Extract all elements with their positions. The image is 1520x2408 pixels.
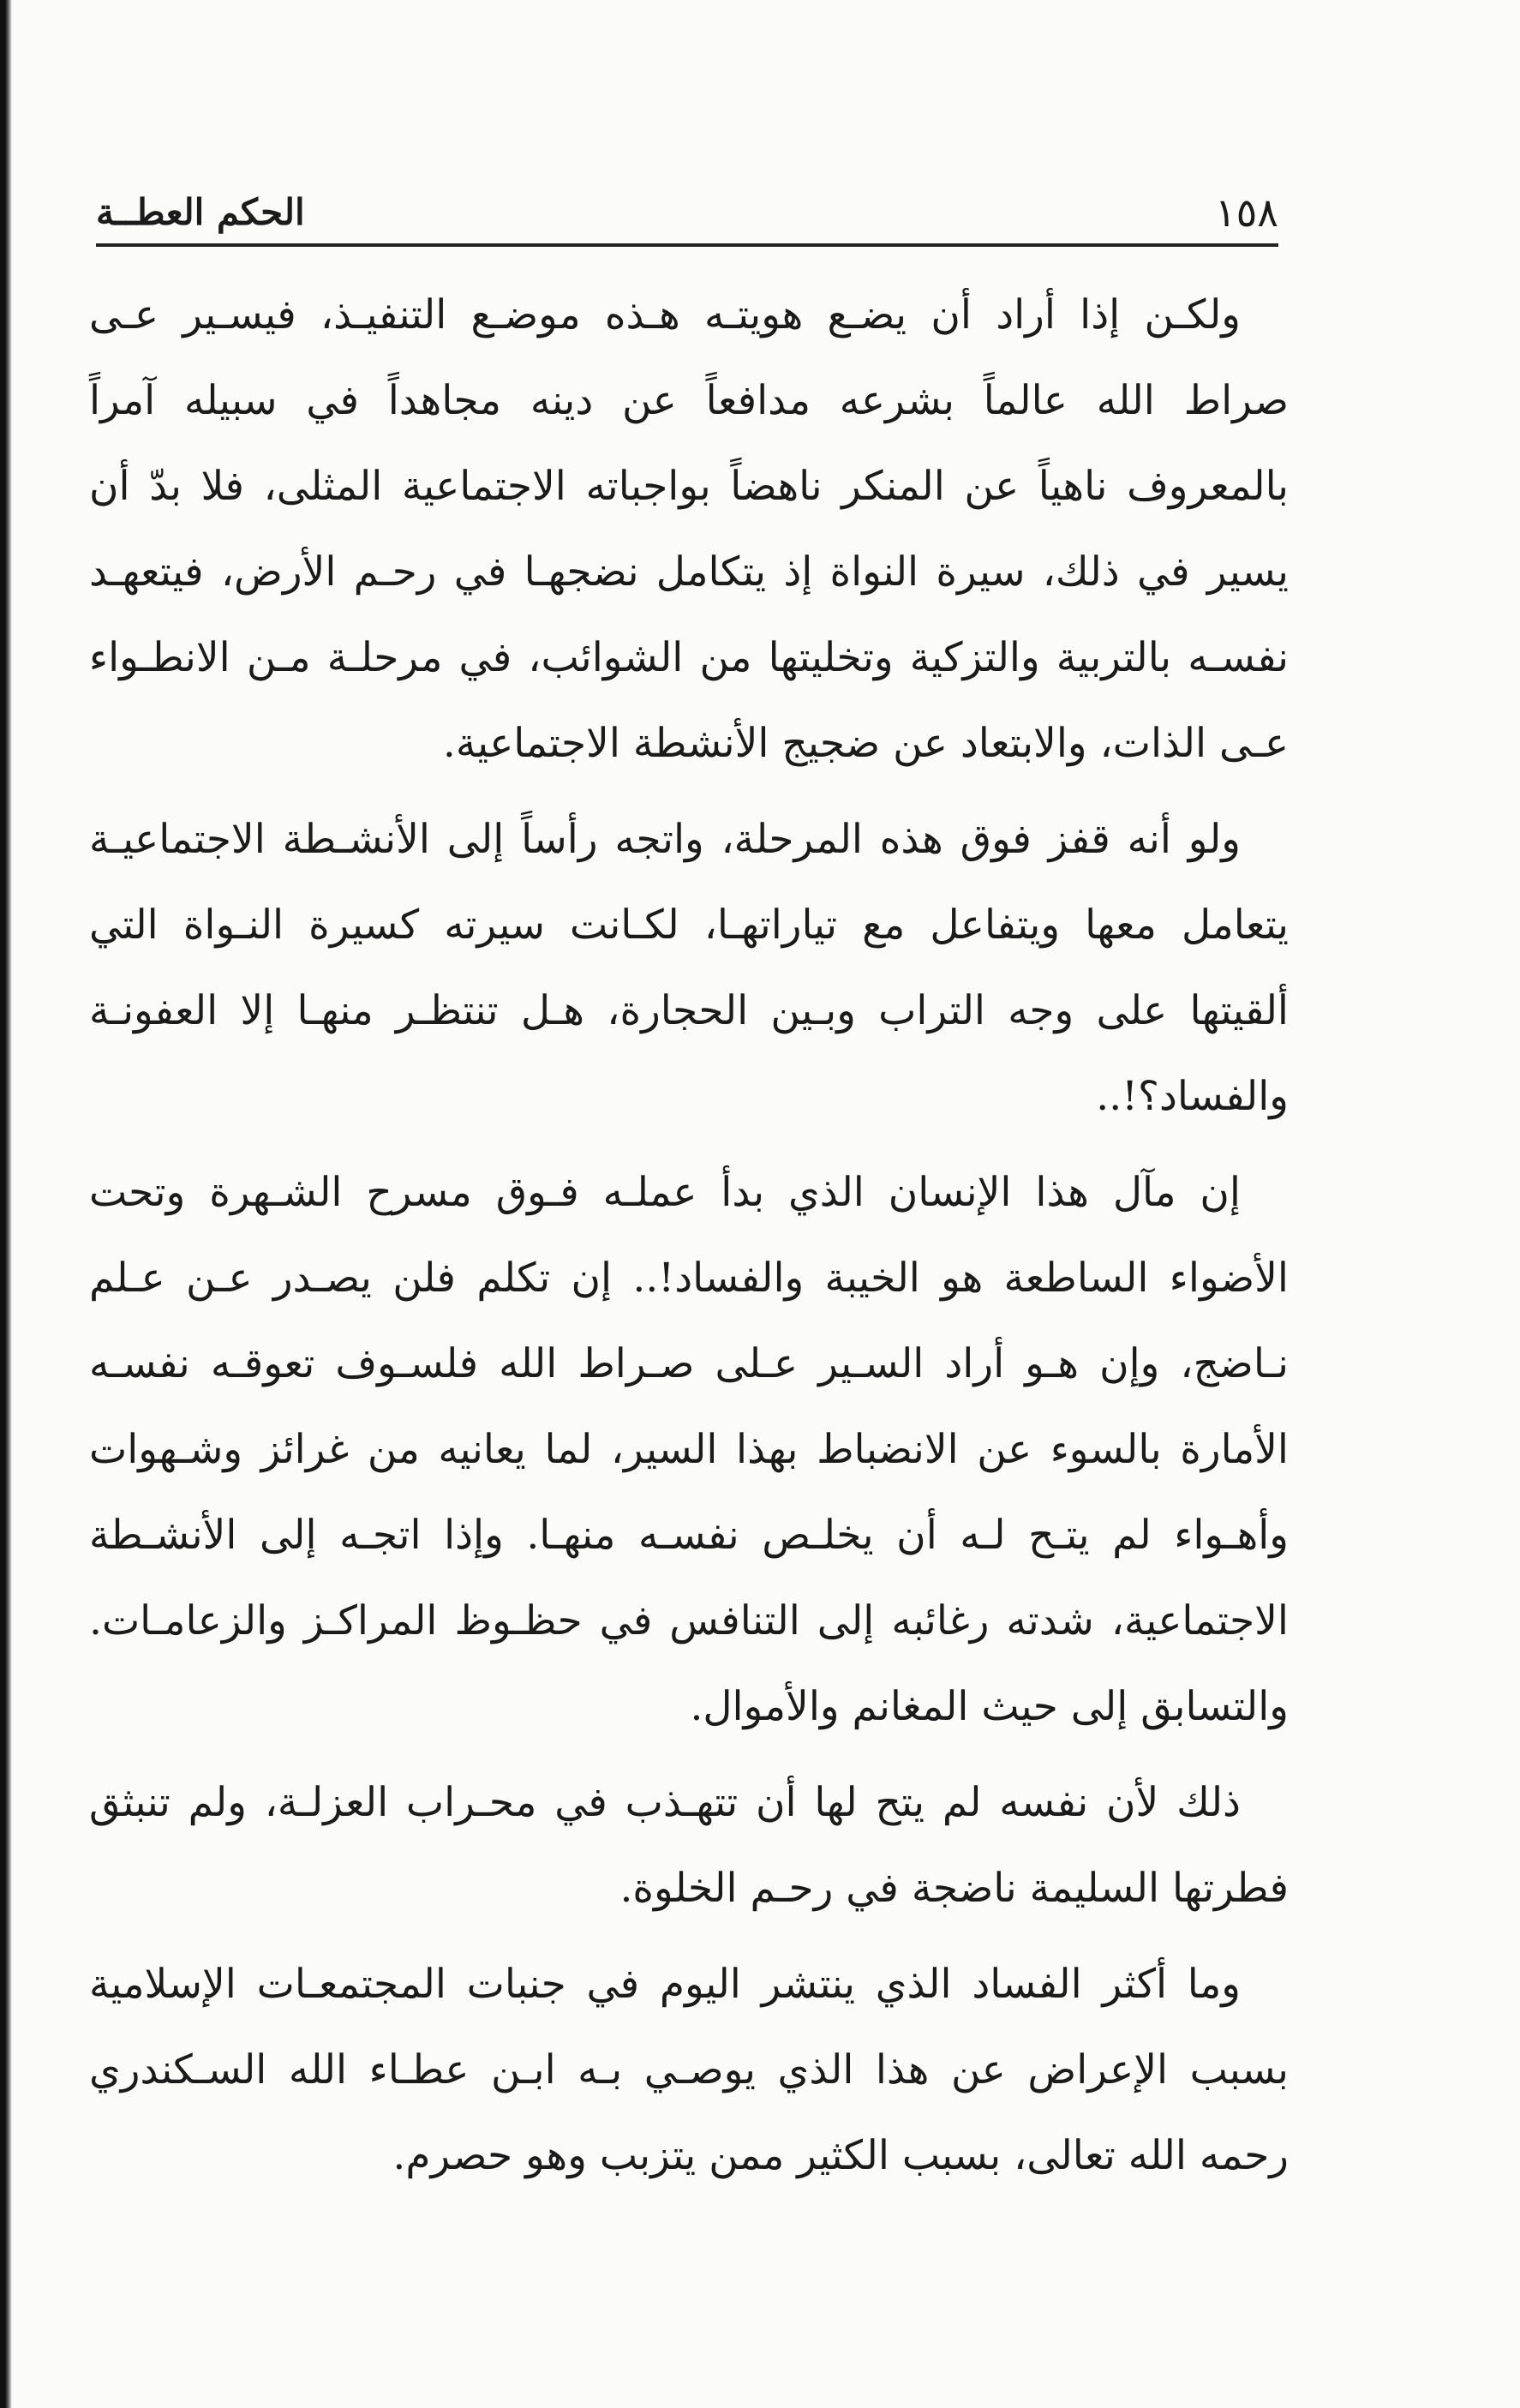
scan-edge-shadow: [0, 0, 12, 2408]
page-number: ١٥٨: [1214, 189, 1278, 236]
running-title: الحكم العطـ‍ـة: [96, 191, 305, 233]
paragraph: ولو أنه قفز فوق هذه المرحلة، واتجه رأساً إلى الأنشـطة الاجتماعيـة يتعامل معها ويتفاعل مع تياراتهـا، لكـانت سيرته كسيرة النـواة التي ألقيتها على وجه التراب وبـين الحجارة، هـل تنتظـر منهـا إلا العفونـة والفساد؟!..: [89, 816, 1289, 1120]
paragraph: إن مآل هذا الإنسان الذي بدأ عملـه فـوق مسرح الشـهرة وتحت الأضواء الساطعة هو الخيبة والفساد!.. إن تكلم فلن يصـدر عـن عـلم نـاضج، وإن هـو أراد السـير عـلى صـراط الله فلسـوف تعوقـه نفسـه الأمارة بالسوء عن الانضباط بهذا السير، لما يعانيه من غرائز وشـهوات وأهـواء لم يتـح لـه أن يخلـص نفسـه منهـا. وإذا اتجـه إلى الأنشـطة الاجتماعية، شدته رغائبه إلى التنافس في حظـوظ المراكـز والزعامـات. والتسابق إلى حيث المغانم والأموال.: [89, 1169, 1289, 1730]
paragraph: ولكـن إذا أراد أن يضـع هويتـه هـذه موضـع التنفيـذ، فيسـير عـى صراط الله عالماً بشرعه مدافعاً عن دينه مجاهداً في سبيله آمراً بالمعروف ناهياً عن المنكر ناهضاً بواجباته الاجتماعية المثلى، فلا بدّ أن يسير في ذلك، سيرة النواة إذ يتكامل نضجهـا في رحـم الأرض، فيتعهـد نفسـه بالتربية والتزكية وتخليتها من الشوائب، في مرحلـة مـن الانطـواء عـى الذات، والابتعاد عن ضجيج الأنشطة الاجتماعية.: [89, 291, 1289, 767]
paragraph: وما أكثر الفساد الذي ينتشر اليوم في جنبات المجتمعـات الإسلامية بسبب الإعراض عن هذا الذي يوصـي بـه ابـن عطـاء الله السـكندري رحمه الله تعالى، بسبب الكثير ممن يتزبب وهو حصرم.: [89, 1961, 1289, 2179]
page-body: [89, 273, 1289, 2209]
header-rule: [96, 243, 1278, 247]
page-header: [96, 187, 1278, 238]
paragraph: ذلك لأن نفسه لم يتح لها أن تتهـذب في محـراب العزلـة، ولم تنبثق فطرتها السليمة ناضجة في رحـم الخلوة.: [89, 1779, 1289, 1912]
